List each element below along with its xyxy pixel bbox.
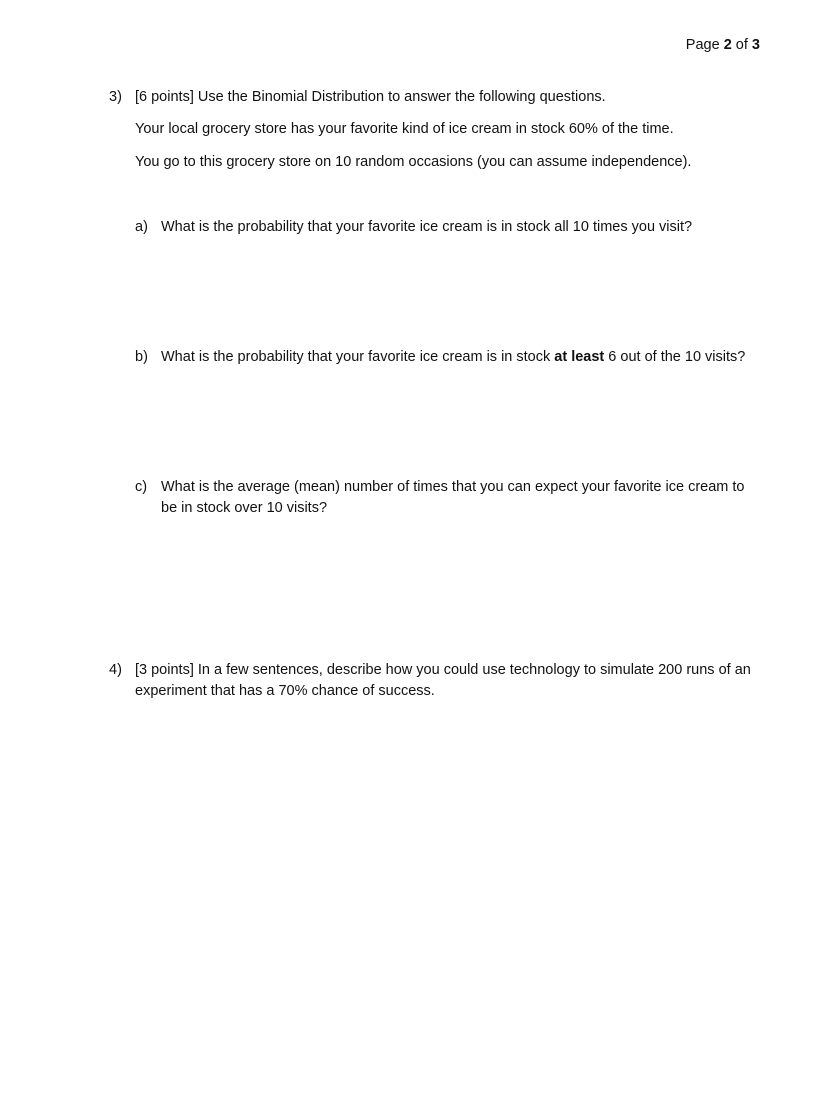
question-3-intro-line-1: Your local grocery store has your favorite kind of ice cream in stock 60% of the time.	[135, 121, 674, 137]
part-b-label: b)	[135, 349, 148, 365]
question-3-number: 3)	[109, 89, 122, 105]
part-a-text: What is the probability that your favorite ice cream is in stock all 10 times you visit?	[161, 219, 693, 235]
part-c-text: What is the average (mean) number of times that you can expect your favorite ice cream to be in stock over 10 visits?	[161, 479, 745, 516]
part-c-label: c)	[135, 479, 148, 495]
page-of: of	[735, 37, 748, 53]
question-4-text: [3 points] In a few sentences, describe how you could use technology to simulate 200 runs of an experiment that has a 70% chance of success.	[135, 662, 751, 699]
question-4-number: 4)	[109, 662, 122, 678]
page-current: 2	[723, 37, 732, 53]
question-3-intro-line-2: You go to this grocery store on 10 random occasions (you can assume independence).	[135, 154, 692, 170]
question-3-heading: [6 points] Use the Binomial Distribution to answer the following questions.	[135, 89, 606, 105]
page-total: 3	[751, 37, 760, 53]
part-b-text-after: 6 out of the 10 visits?	[608, 349, 746, 365]
page-number	[686, 35, 760, 56]
page-prefix: Page	[685, 37, 720, 53]
part-b-text-before: What is the probability that your favorite ice cream is in stock	[161, 349, 551, 365]
part-a-label: a)	[135, 219, 148, 235]
part-b-text	[161, 347, 771, 368]
part-b-text-bold: at least	[554, 349, 605, 365]
